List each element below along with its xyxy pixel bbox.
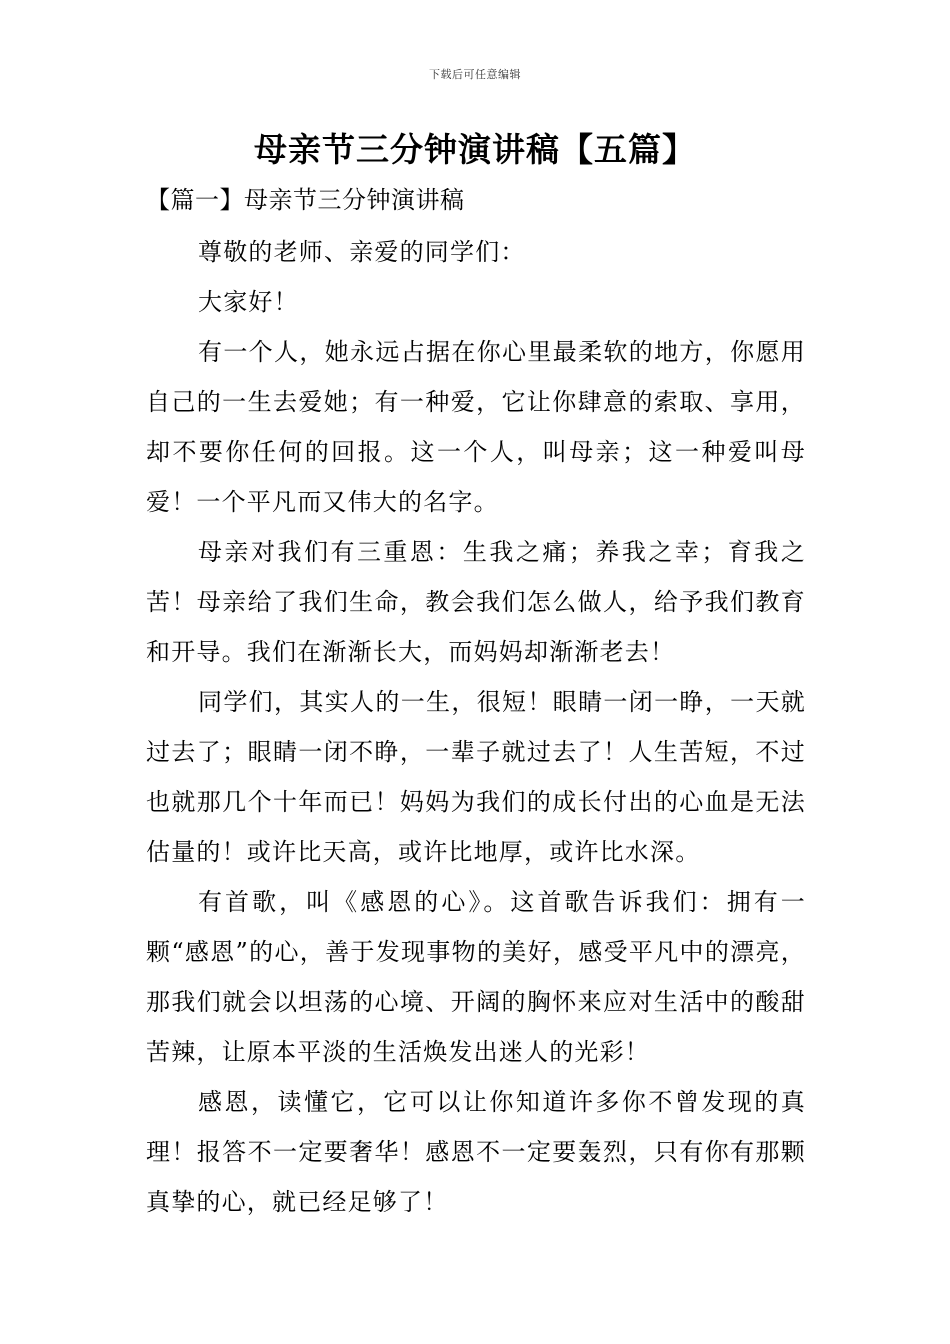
header-note: 下载后可任意编辑 <box>429 68 521 81</box>
document-title: 母亲节三分钟演讲稿【五篇】 <box>254 130 696 169</box>
paragraph-salutation: 尊敬的老师、亲爱的同学们： <box>198 238 526 266</box>
paragraph: 感恩，读懂它，它可以让你知道许多你不曾发现的真理！报答不一定要奢华！感恩不一定要轰烈，只有你有那颗真挚的心，就已经足够了！ <box>146 1088 806 1216</box>
paragraph: 同学们，其实人的一生，很短！眼睛一闭一睁，一天就过去了；眼睛一闭不睁，一辈子就过去了！人生苦短，不过也就那几个十年而已！妈妈为我们的成长付出的心血是无法估量的！或许比天高，或许比地厚，或许比水深。 <box>146 688 806 866</box>
paragraph: 有一个人，她永远占据在你心里最柔软的地方，你愿用自己的一生去爱她；有一种爱，它让你肆意的索取、享用，却不要你任何的回报。这一个人，叫母亲；这一种爱叫母爱！一个平凡而又伟大的名字。 <box>146 338 806 516</box>
section-heading: 【篇一】母亲节三分钟演讲稿 <box>146 186 465 214</box>
paragraph: 母亲对我们有三重恩：生我之痛；养我之幸；育我之苦！母亲给了我们生命，教会我们怎么做人，给予我们教育和开导。我们在渐渐长大，而妈妈却渐渐老去！ <box>146 538 806 666</box>
paragraph-greeting: 大家好！ <box>198 288 299 316</box>
body-text <box>146 227 806 1227</box>
paragraph: 有首歌，叫《感恩的心》。这首歌告诉我们：拥有一颗“感恩”的心，善于发现事物的美好，感受平凡中的漂亮，那我们就会以坦荡的心境、开阔的胸怀来应对生活中的酸甜苦辣，让原本平淡的生活焕发出迷人的光彩！ <box>146 888 806 1066</box>
